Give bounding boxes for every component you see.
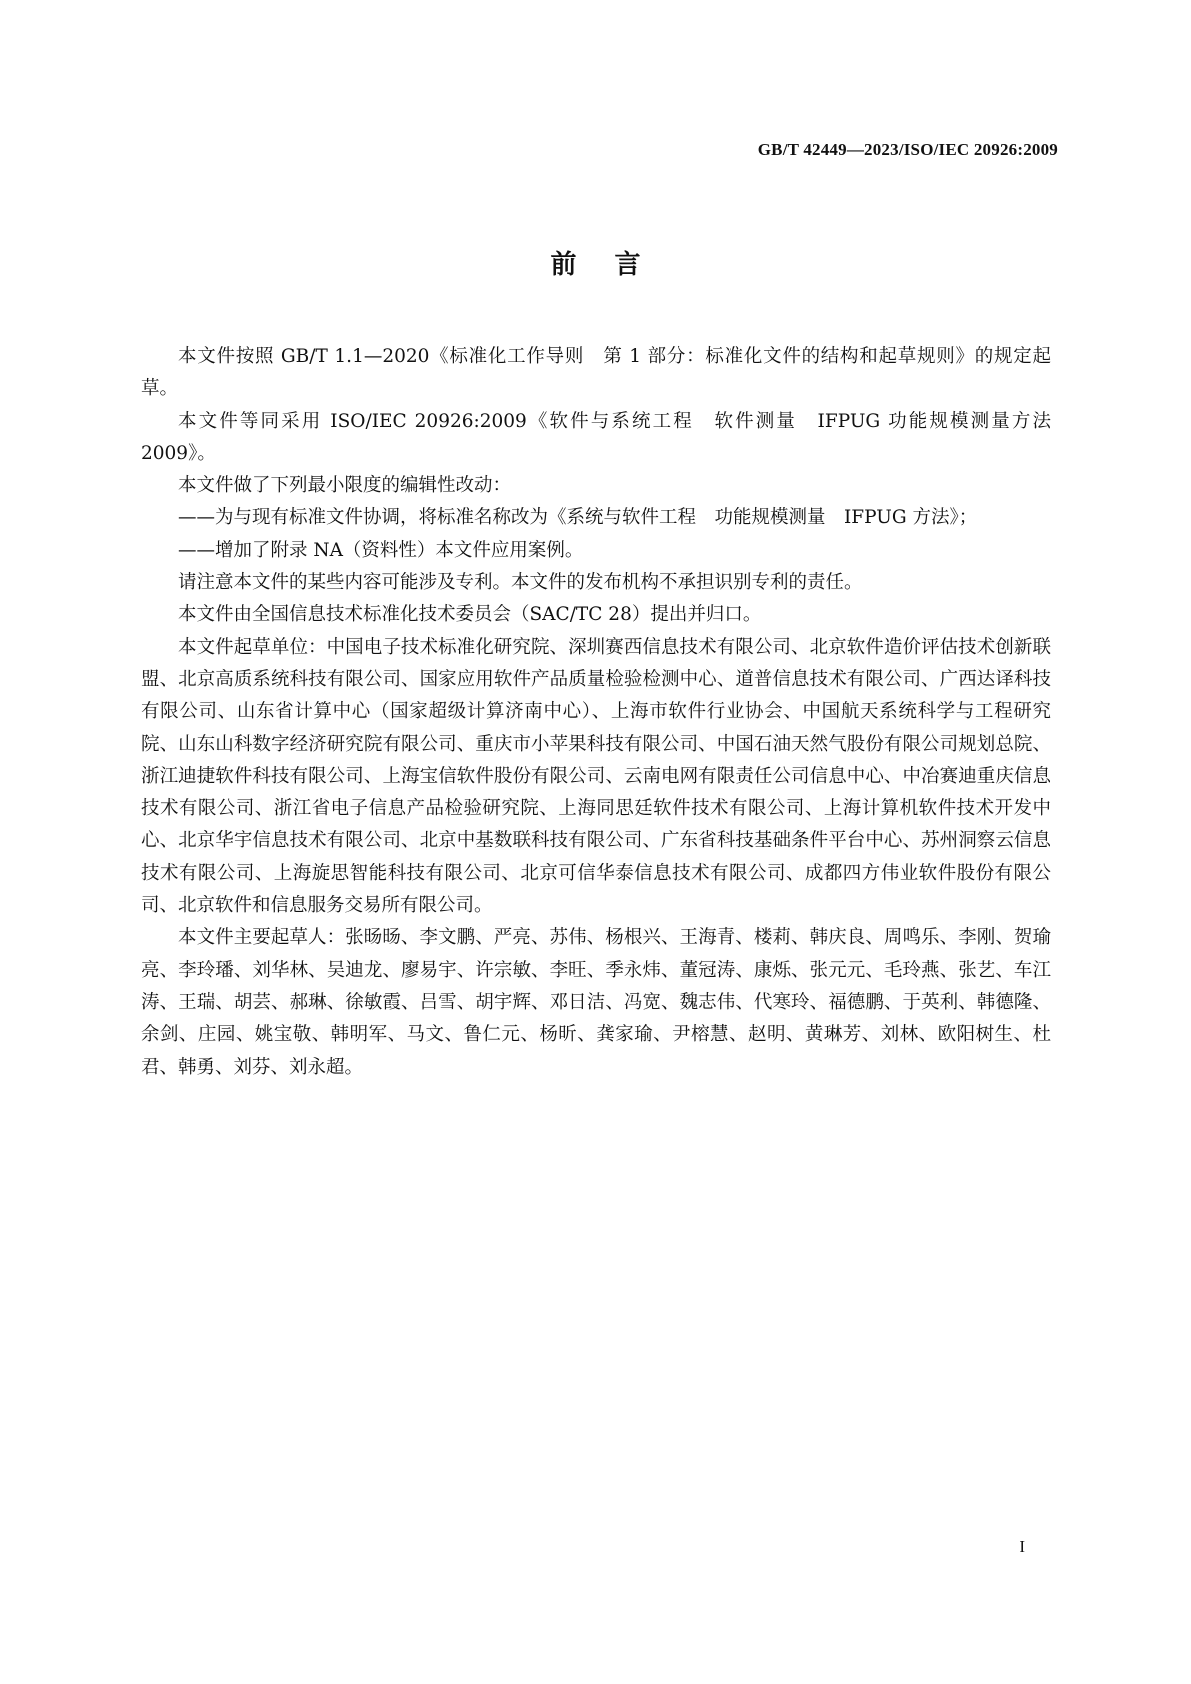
standard-number: GB/T 42449—2023/ISO/IEC 20926:2009 xyxy=(757,140,1058,159)
list-item-title-change: ——为与现有标准文件协调，将标准名称改为《系统与软件工程 功能规模测量 IFPUG 方法》； xyxy=(178,507,978,529)
paragraph-editorial-changes: 本文件做了下列最小限度的编辑性改动： xyxy=(178,475,512,497)
paragraph-adoption: 本文件等同采用 ISO/IEC 20926:2009《软件与系统工程 软件测量 IFPUG 功能规模测量方法 2009》。 xyxy=(141,410,1051,464)
paragraph-drafting-organizations: 本文件起草单位：中国电子技术标准化研究院、深圳赛西信息技术有限公司、北京软件造价评估技术创新联盟、北京高质系统科技有限公司、国家应用软件产品质量检验检测中心、道普信息技术有限公司、广西达译科技有限公司、山东省计算中心（国家超级计算济南中心）、上海市软件行业协会、中国航天系统科学与工程研究院、山东山科数字经济研究院有限公司、重庆市小苹果科技有限公司、中国石油天然气股份有限公司规划总院、浙江迪捷软件科技有限公司、上海宝信软件股份有限公司、云南电网有限责任公司信息中心、中冶赛迪重庆信息技术有限公司、浙江省电子信息产品检验研究院、上海同思廷软件技术有限公司、上海计算机软件技术开发中心、北京华宇信息技术有限公司、北京中基数联科技有限公司、广东省科技基础条件平台中心、苏州洞察云信息技术有限公司、上海旋思智能科技有限公司、北京可信华泰信息技术有限公司、成都四方伟业软件股份有限公司、北京软件和信息服务交易所有限公司。 xyxy=(141,636,1051,917)
paragraph-drafting-rules: 本文件按照 GB/T 1.1—2020《标准化工作导则 第 1 部分：标准化文件的结构和起草规则》的规定起草。 xyxy=(141,346,1051,400)
paragraph-proposer: 本文件由全国信息技术标准化技术委员会（SAC/TC 28）提出并归口。 xyxy=(178,604,762,626)
page-number: I xyxy=(1019,1537,1025,1556)
page-title: 前言 xyxy=(550,250,679,280)
list-item-annex-na: ——增加了附录 NA（资料性）本文件应用案例。 xyxy=(178,539,584,561)
preface-body xyxy=(141,341,1051,1084)
paragraph-patent-notice: 请注意本文件的某些内容可能涉及专利。本文件的发布机构不承担识别专利的责任。 xyxy=(178,572,863,594)
paragraph-principal-drafters: 本文件主要起草人：张旸旸、李文鹏、严亮、苏伟、杨根兴、王海青、楼莉、韩庆良、周鸣乐、李刚、贺瑜亮、李玲璠、刘华林、吴迪龙、廖易宇、许宗敏、李旺、季永炜、董冠涛、康烁、张元元、毛玲燕、张艺、车江涛、王瑞、胡芸、郝琳、徐敏霞、吕雪、胡宇辉、邓日洁、冯宽、魏志伟、代寒玲、福德鹏、于英利、韩德隆、余剑、庄园、姚宝敬、韩明军、马文、鲁仁元、杨昕、龚家瑜、尹榕慧、赵明、黄琳芳、刘林、欧阳树生、杜君、韩勇、刘芬、刘永超。 xyxy=(141,927,1051,1078)
